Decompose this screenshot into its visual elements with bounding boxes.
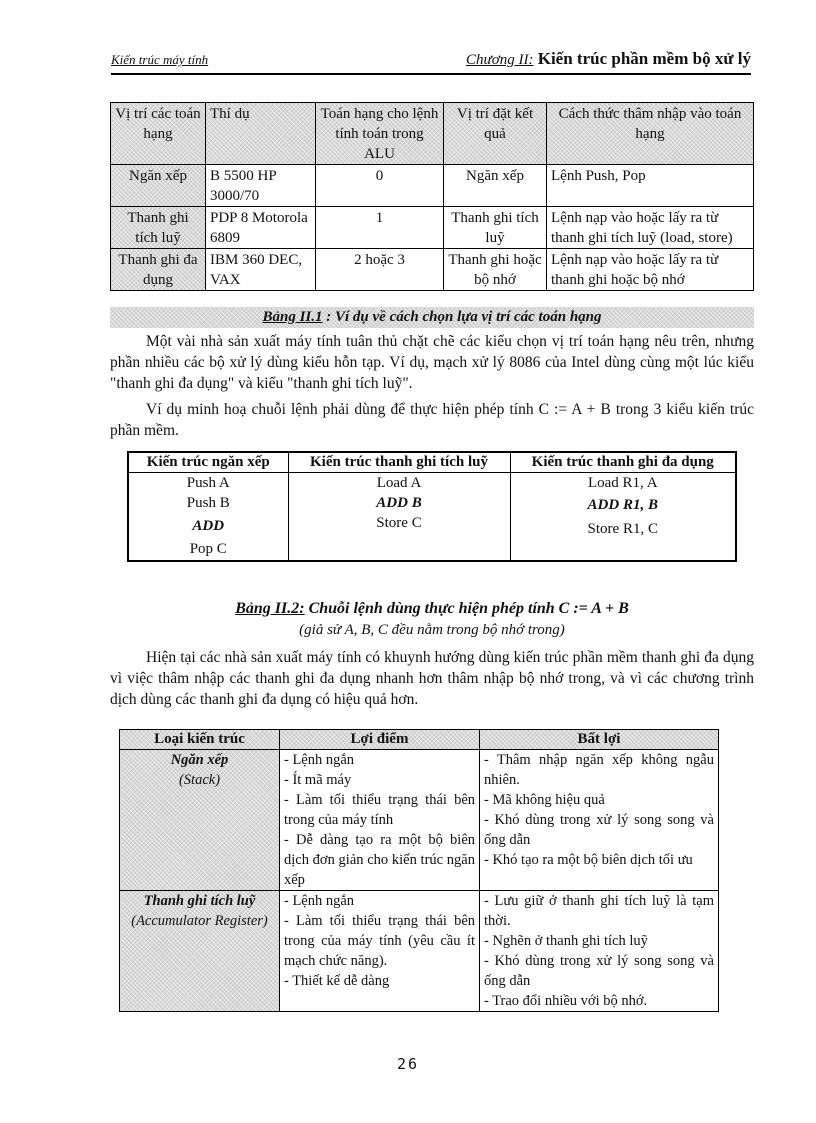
list-item: - Ít mã máy bbox=[284, 772, 352, 788]
instruction: Push B bbox=[186, 495, 230, 511]
table-header-row bbox=[111, 103, 754, 165]
table-cell: IBM 360 DEC, VAX bbox=[206, 249, 316, 291]
list-item: - Mã không hiệu quả bbox=[484, 792, 605, 808]
table-header-cell: Vị trí các toán hạng bbox=[111, 103, 206, 165]
table-header-cell: Vị trí đặt kết quả bbox=[444, 103, 547, 165]
instruction: Store R1, C bbox=[587, 521, 658, 537]
caption-label: Bảng II.1 bbox=[262, 309, 323, 325]
list-item: - Lệnh ngắn bbox=[284, 752, 355, 768]
table-cell: PDP 8 Motorola 6809 bbox=[206, 207, 316, 249]
header-book-title: Kiến trúc máy tính bbox=[111, 52, 209, 67]
paragraph: Ví dụ minh hoạ chuỗi lệnh phải dùng để thực hiện phép tính C := A + B trong 3 kiểu kiến trúc phần mềm. bbox=[110, 401, 754, 439]
instruction: Load A bbox=[376, 475, 422, 491]
architecture-name-en: (Stack) bbox=[178, 772, 221, 788]
table-cell: 1 bbox=[316, 207, 444, 249]
instruction: Pop C bbox=[189, 541, 227, 557]
header-chapter bbox=[466, 49, 751, 69]
table-cell: 0 bbox=[316, 165, 444, 207]
architecture-name: Thanh ghi tích luỹ bbox=[143, 893, 256, 909]
instruction: ADD bbox=[192, 518, 225, 534]
table-row bbox=[111, 165, 754, 207]
table-cell: Lệnh nạp vào hoặc lấy ra từ thanh ghi tích luỹ (load, store) bbox=[547, 207, 754, 249]
table-header-cell: Bất lợi bbox=[480, 730, 719, 750]
table-header-cell: Loại kiến trúc bbox=[120, 730, 280, 750]
table-row bbox=[128, 473, 736, 561]
table-row bbox=[120, 891, 719, 1012]
header-chapter-title: Kiến trúc phần mềm bộ xử lý bbox=[537, 49, 751, 68]
list-item: - Khó dùng trong xử lý song song và ống dẫn bbox=[484, 953, 714, 989]
table-caption bbox=[110, 307, 754, 328]
table-cell: Ngăn xếp bbox=[444, 165, 547, 207]
table-cell: B 5500 HP 3000/70 bbox=[206, 165, 316, 207]
paragraph: Hiện tại các nhà sản xuất máy tính có khuynh hướng dùng kiến trúc phần mềm thanh ghi đa dụng vì việc thâm nhập các thanh ghi đa dụng nhanh hơn thâm nhập bộ nhớ trong, và vì các chương trình dịch dùng các thanh ghi đa dụng có hiệu quả hơn. bbox=[110, 649, 754, 708]
table-row bbox=[111, 249, 754, 291]
page-header bbox=[111, 47, 751, 75]
list-item: - Khó tạo ra một bộ biên dịch tối ưu bbox=[484, 852, 693, 868]
table-header-cell: Thí dụ bbox=[206, 103, 316, 165]
list-item: - Trao đổi nhiều với bộ nhớ. bbox=[484, 993, 648, 1009]
page-number: 26 bbox=[396, 1055, 420, 1073]
table-cell: Ngăn xếp bbox=[111, 165, 206, 207]
instruction: Load R1, A bbox=[587, 475, 658, 491]
paragraph: Một vài nhà sản xuất máy tính tuân thủ chặt chẽ các kiểu chọn vị trí toán hạng nêu trên, nhưng phần nhiều các bộ xử lý dùng kiểu hỗn tạp. Ví dụ, mạch xử lý 8086 của Intel dùng cùng một lúc kiểu "thanh ghi đa dụng" và kiểu "thanh ghi tích luỹ". bbox=[110, 333, 754, 392]
cons-cell bbox=[480, 750, 719, 891]
pros-cell bbox=[280, 891, 480, 1012]
instruction: ADD B bbox=[376, 495, 422, 511]
table-header-cell: Lợi điểm bbox=[280, 730, 480, 750]
table-header-row bbox=[120, 730, 719, 750]
list-item: - Nghẽn ở thanh ghi tích luỹ bbox=[484, 933, 648, 949]
table-cell: Thanh ghi tích luỹ bbox=[111, 207, 206, 249]
table-cell bbox=[128, 473, 288, 561]
table-header-cell: Kiến trúc thanh ghi tích luỹ bbox=[288, 452, 510, 473]
instruction: Store C bbox=[376, 515, 422, 531]
architecture-type-cell bbox=[120, 750, 280, 891]
table-header-row bbox=[128, 452, 736, 473]
list-item: - Thâm nhập ngăn xếp không ngẫu nhiên. bbox=[484, 752, 714, 788]
architecture-name-en: (Accumulator Register) bbox=[131, 913, 268, 929]
table-header-cell: Toán hạng cho lệnh tính toán trong ALU bbox=[316, 103, 444, 165]
table-row bbox=[111, 207, 754, 249]
table-row bbox=[120, 750, 719, 891]
instruction: ADD R1, B bbox=[587, 497, 658, 513]
table-cell: Lệnh nạp vào hoặc lấy ra từ thanh ghi hoặc bộ nhớ bbox=[547, 249, 754, 291]
table-caption bbox=[110, 600, 754, 618]
header-chapter-label: Chương II: bbox=[466, 52, 534, 68]
list-item: - Khó dùng trong xử lý song song và ống dẫn bbox=[484, 812, 714, 848]
architecture-name: Ngăn xếp bbox=[170, 752, 229, 768]
instruction: Push A bbox=[186, 475, 230, 491]
table-caption-note: (giả sử A, B, C đều nằm trong bộ nhớ trong) bbox=[299, 622, 565, 638]
cons-cell bbox=[480, 891, 719, 1012]
list-item: - Làm tối thiểu trạng thái bên trong của máy tính bbox=[284, 792, 475, 828]
table-header-cell: Kiến trúc ngăn xếp bbox=[128, 452, 288, 473]
list-item: - Dễ dàng tạo ra một bộ biên dịch đơn giản cho kiến trúc ngăn xếp bbox=[284, 832, 475, 888]
list-item: - Lưu giữ ở thanh ghi tích luỹ là tạm thời. bbox=[484, 893, 714, 929]
table-instruction-sequences bbox=[127, 451, 737, 562]
table-cell bbox=[288, 473, 510, 561]
table-cell: Thanh ghi đa dụng bbox=[111, 249, 206, 291]
list-item: - Làm tối thiểu trạng thái bên trong của máy tính (yêu cầu ít mạch chức năng). bbox=[284, 913, 475, 969]
table-cell: 2 hoặc 3 bbox=[316, 249, 444, 291]
caption-text: Chuỗi lệnh dùng thực hiện phép tính C := A + B bbox=[304, 600, 629, 617]
caption-text: : Ví dụ về cách chọn lựa vị trí các toán hạng bbox=[322, 309, 602, 325]
caption-label: Bảng II.2: bbox=[235, 600, 305, 617]
pros-cell bbox=[280, 750, 480, 891]
table-header-cell: Cách thức thâm nhập vào toán hạng bbox=[547, 103, 754, 165]
table-cell: Thanh ghi tích luỹ bbox=[444, 207, 547, 249]
table-header-cell: Kiến trúc thanh ghi đa dụng bbox=[510, 452, 736, 473]
table-operand-locations bbox=[110, 102, 754, 291]
table-architecture-comparison bbox=[119, 729, 719, 1012]
architecture-type-cell bbox=[120, 891, 280, 1012]
table-cell: Lệnh Push, Pop bbox=[547, 165, 754, 207]
table-cell: Thanh ghi hoặc bộ nhớ bbox=[444, 249, 547, 291]
table-cell bbox=[510, 473, 736, 561]
list-item: - Thiết kế dễ dàng bbox=[284, 973, 390, 989]
list-item: - Lệnh ngắn bbox=[284, 893, 355, 909]
